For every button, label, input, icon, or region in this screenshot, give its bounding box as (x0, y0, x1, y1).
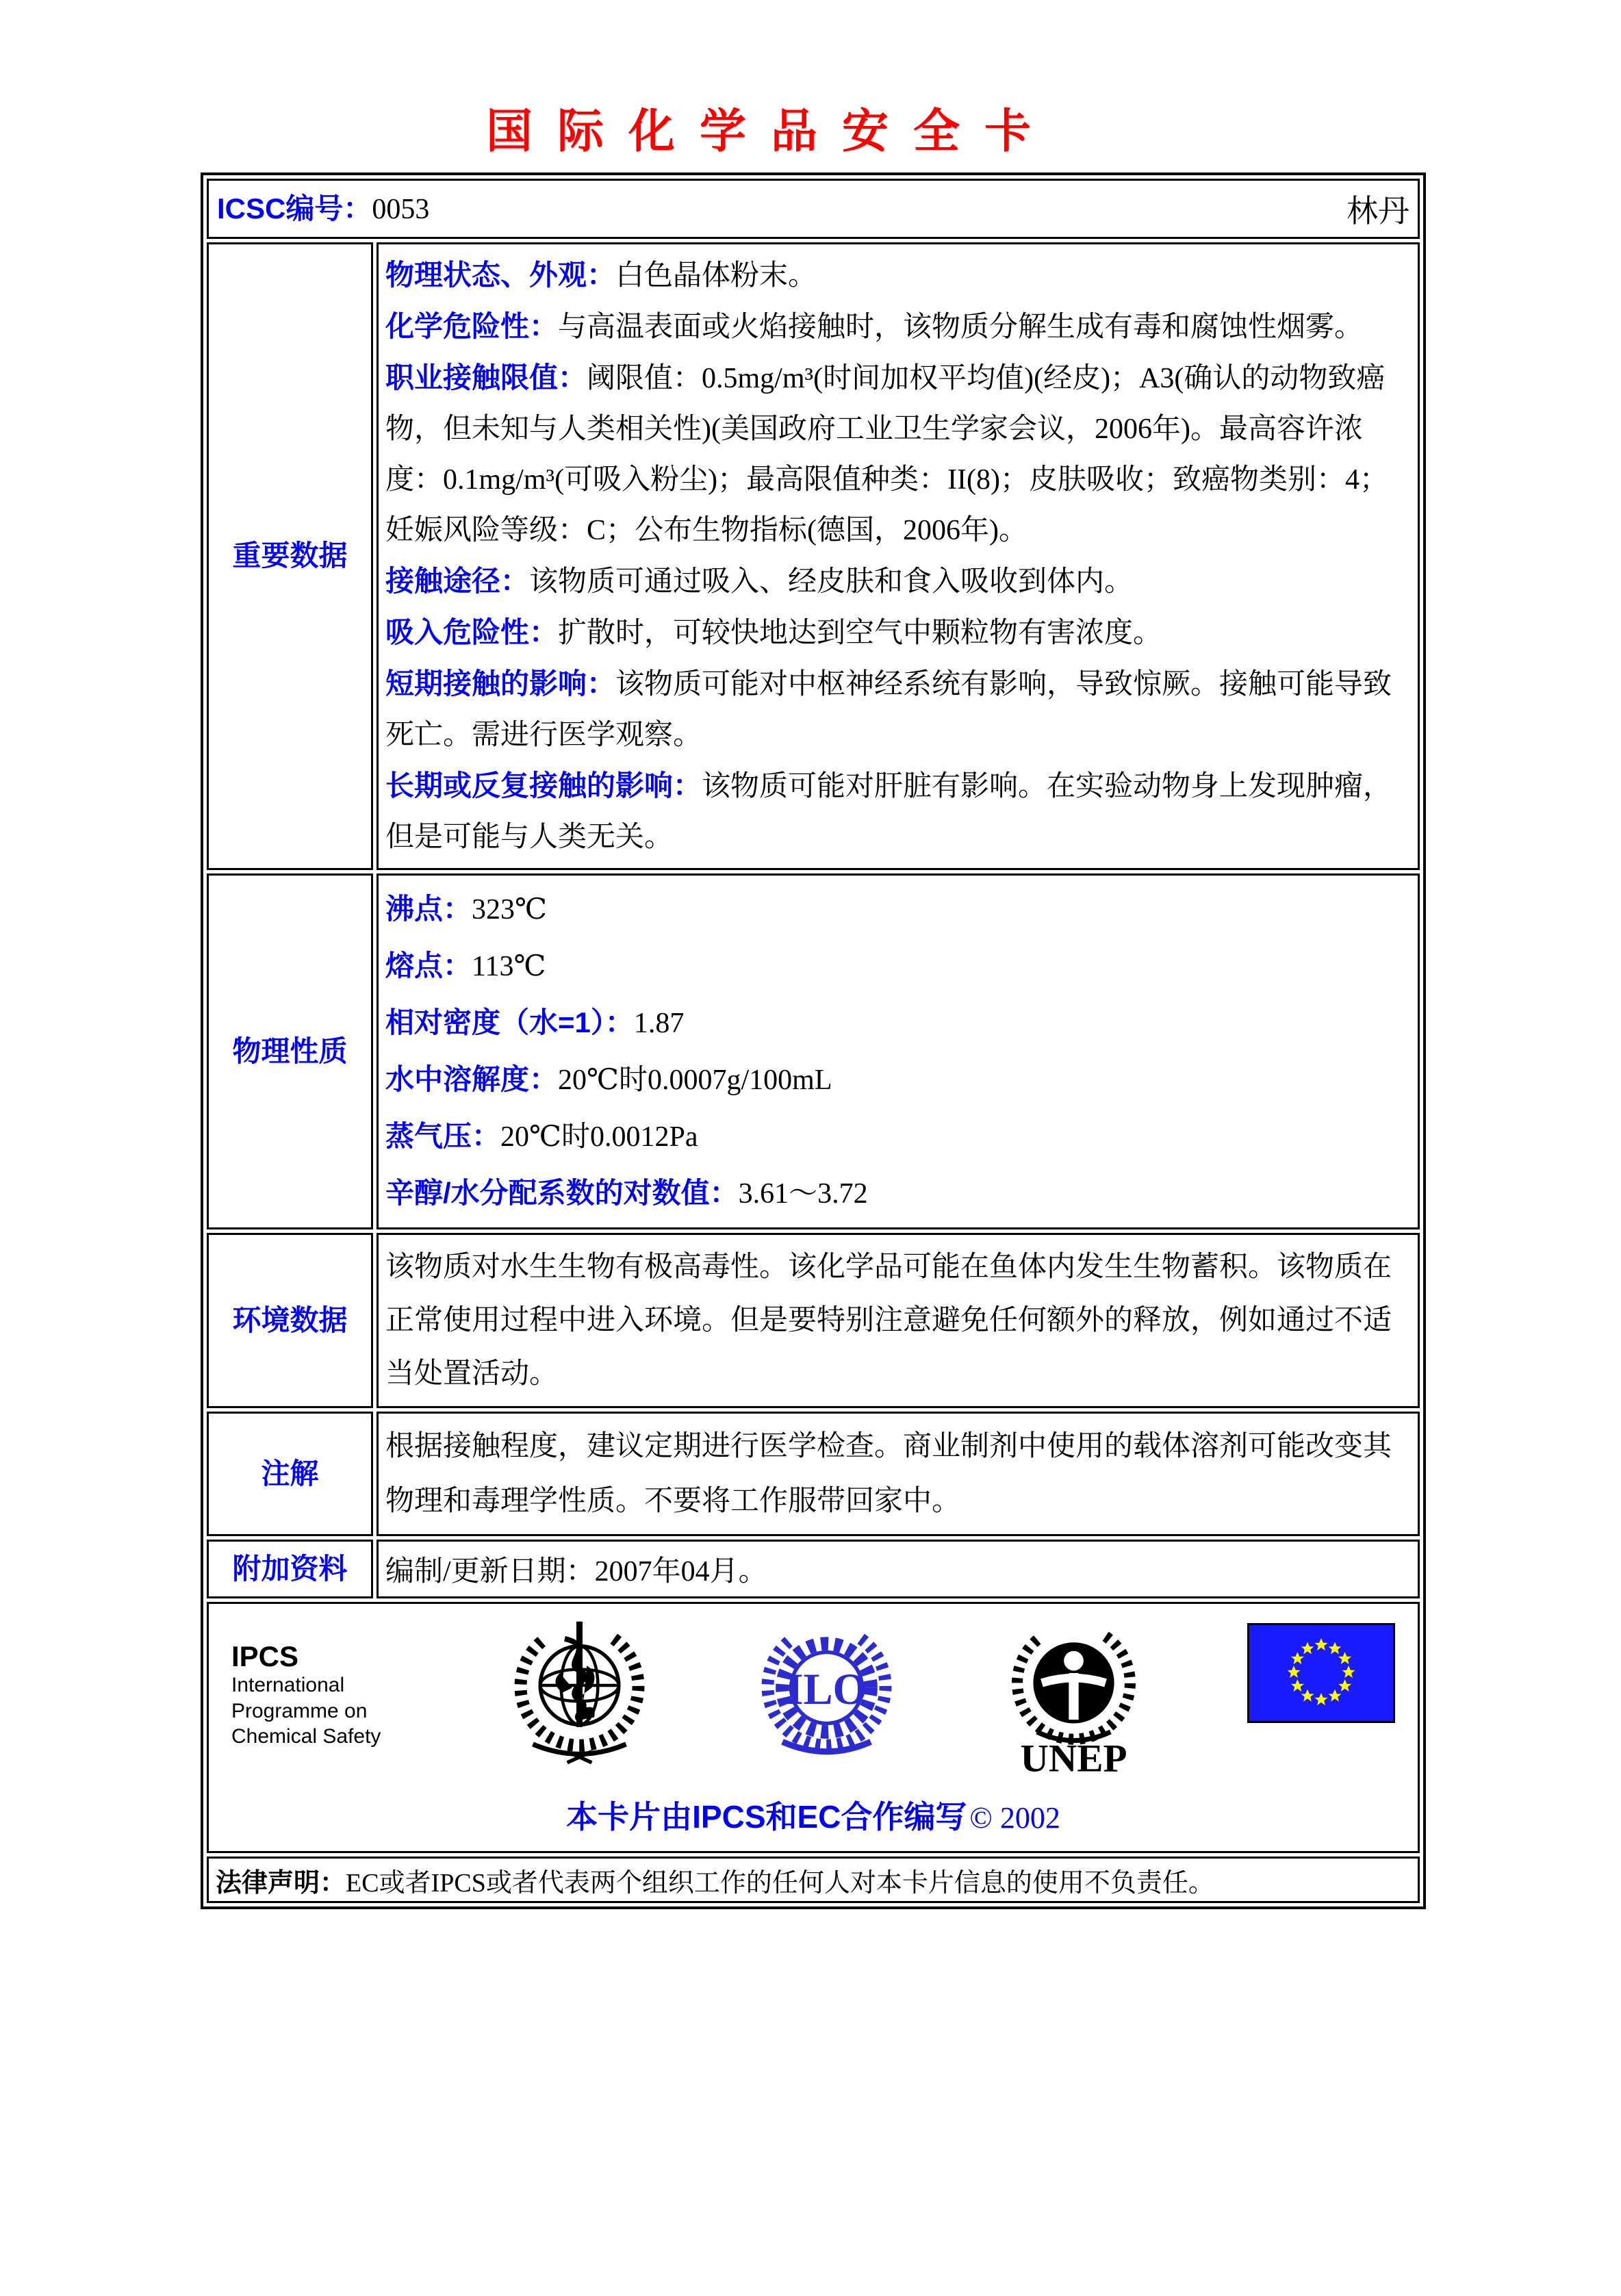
section-label-environmental-data: 环境数据 (207, 1233, 373, 1408)
icsc-number-cell (207, 179, 1420, 239)
kv-water-solubility: 水中溶解度：20℃时0.0007g/100mL (385, 1063, 832, 1096)
kv-melting-point: 熔点：113℃ (385, 949, 546, 982)
kv-relative-density: 相对密度（水=1）：1.87 (385, 1006, 685, 1039)
environmental-data-content (376, 1233, 1420, 1408)
notes-row (207, 1412, 1420, 1536)
ilo-icon (753, 1613, 900, 1774)
kv-occupational-limits: 职业接触限值：阈限值：0.5mg/m³(时间加权平均值)(经皮)；A3(确认的动物致癌物，但未知与人类相关性)(美国政府工业卫生学家会议，2006年)。最高容许浓度：0.1mg/m³(可吸入粉尘)；最高限值种类：II(8)；皮肤吸收；致癌物类别：4；妊娠风险等级：C；公布生物指标(德国，2006年)。 (385, 361, 1389, 546)
additional-info-text: 编制/更新日期：2007年04月。 (385, 1556, 767, 1587)
icsc-number-label: ICSC编号： (217, 192, 372, 225)
ipcs-title: IPCS (231, 1640, 299, 1672)
section-label-additional-info: 附加资料 (207, 1540, 373, 1598)
section-label-physical-properties: 物理性质 (207, 873, 373, 1229)
kv-inhalation-risk: 吸入危险性：扩散时，可较快地达到空气中颗粒物有害浓度。 (385, 616, 1162, 649)
kv-physical-state: 物理状态、外观：白色晶体粉末。 (385, 259, 817, 292)
who-icon (506, 1613, 653, 1774)
eu-flag-icon (1247, 1623, 1395, 1723)
legal-cell (207, 1857, 1420, 1903)
kv-short-term-effects: 短期接触的影响：该物质可能对中枢神经系统有影响，导致惊厥。接触可能导致死亡。需进行医学观察。 (385, 667, 1392, 751)
kv-vapor-pressure: 蒸气压：20℃时0.0012Pa (385, 1120, 698, 1153)
icsc-number-value: 0053 (372, 194, 430, 225)
credit-line (222, 1792, 1404, 1837)
kv-long-term-effects: 长期或反复接触的影响：该物质可能对肝脏有影响。在实验动物身上发现肿瘤，但是可能与人类无关。 (385, 769, 1392, 853)
important-data-row (207, 242, 1420, 870)
physical-properties-row (207, 873, 1420, 1229)
unep-letters: UNEP (1020, 1737, 1127, 1774)
icsc-card-table (201, 173, 1426, 1909)
ipcs-text-block: IPCS International Programme on Chemical Safety (231, 1613, 406, 1750)
notes-text: 根据接触程度，建议定期进行医学检查。商业制剂中使用的载体溶剂可能改变其物理和毒理学性质。不要将工作服带回家中。 (385, 1431, 1392, 1517)
section-label-notes: 注解 (207, 1412, 373, 1536)
physical-properties-content (376, 873, 1420, 1229)
kv-chemical-danger: 化学危险性：与高温表面或火焰接触时，该物质分解生成有毒和腐蚀性烟雾。 (385, 310, 1364, 343)
section-label-important-data: 重要数据 (207, 242, 373, 870)
kv-boiling-point: 沸点：323℃ (385, 893, 547, 926)
legal-text: EC或者IPCS或者代表两个组织工作的任何人对本卡片信息的使用不负责任。 (346, 1868, 1214, 1898)
logo-strip (231, 1613, 1395, 1774)
additional-info-content (376, 1540, 1420, 1598)
environmental-data-row (207, 1233, 1420, 1408)
important-data-content (376, 242, 1420, 870)
logos-cell (207, 1602, 1420, 1853)
header-row (207, 179, 1420, 239)
kv-exposure-routes: 接触途径：该物质可通过吸入、经皮肤和食入吸收到体内。 (385, 565, 1134, 598)
chemical-name: 林丹 (1346, 194, 1409, 229)
environmental-data-text: 该物质对水生生物有极高毒性。该化学品可能在鱼体内发生生物蓄积。该物质在正常使用过程中进入环境。但是要特别注意避免任何额外的释放，例如通过不适当处置活动。 (385, 1251, 1392, 1390)
kv-octanol-water-coefficient: 辛醇/水分配系数的对数值：3.61～3.72 (385, 1177, 868, 1210)
logos-row (207, 1602, 1420, 1853)
legal-label: 法律声明： (216, 1868, 346, 1898)
page-title: 国际化学品安全卡 (485, 105, 1056, 157)
notes-content (376, 1412, 1420, 1536)
legal-row (207, 1857, 1420, 1903)
ilo-letters: ILO (786, 1664, 867, 1713)
credit-text: 本卡片由IPCS和EC合作编写 (566, 1799, 967, 1835)
unep-icon (1000, 1613, 1147, 1774)
credit-year: © 2002 (969, 1801, 1060, 1835)
additional-info-row (207, 1540, 1420, 1598)
